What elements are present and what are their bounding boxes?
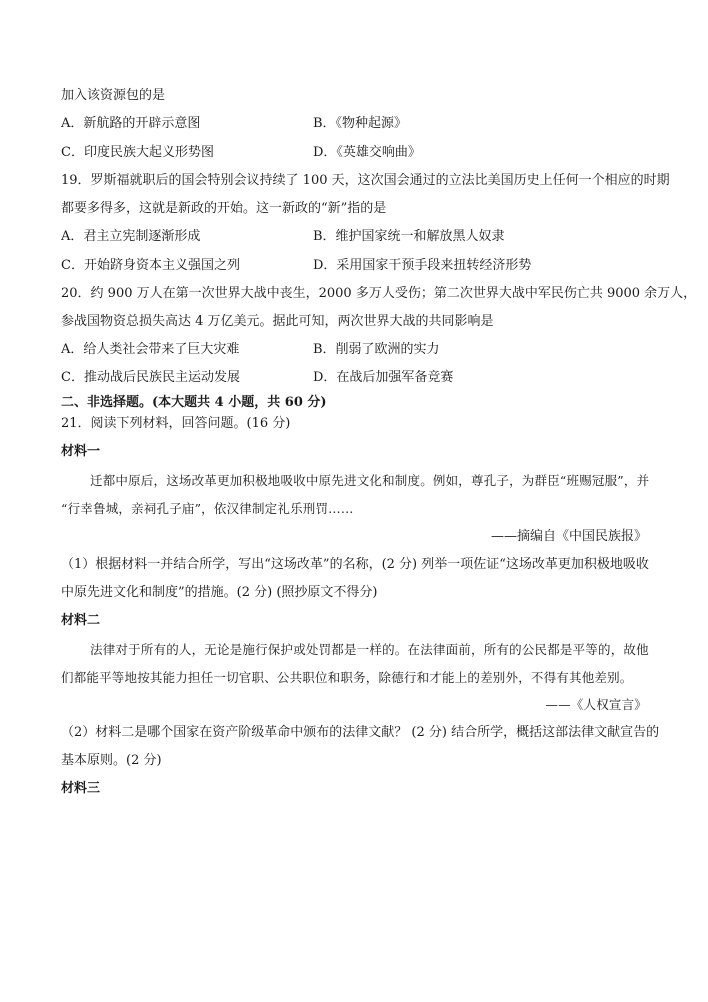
section2-heading: 二、非选择题。(本大题共 4 小题，共 60 分) <box>61 395 327 410</box>
material1-line2: “行幸鲁城，亲祠孔子庙”，依汉律制定礼乐刑罚…… <box>61 501 354 516</box>
q20-stem-line1: 20．约 900 万人在第一次世界大战中丧生，2000 多万人受伤；第二次世界大战中军民伤亡共 9000 余万人， <box>61 286 697 301</box>
material3-title: 材料三 <box>61 781 101 796</box>
q20-stem-line2: 参战国物资总损失高达 4 万亿美元。据此可知，两次世界大战的共同影响是 <box>61 314 494 329</box>
q20-option-d: D．在战后加强军备竞赛 <box>313 370 454 385</box>
q19-option-d: D．采用国家干预手段来扭转经济形势 <box>313 258 532 273</box>
q18-option-a: A．新航路的开辟示意图 <box>61 116 201 131</box>
q21-sub2-line1: （2）材料二是哪个国家在资产阶级革命中颁布的法律文献？ (2 分) 结合所学，概括这部法律文献宣告的 <box>61 725 660 740</box>
intro-line: 加入该资源包的是 <box>61 88 166 103</box>
q19-stem-line1: 19．罗斯福就职后的国会特别会议持续了 100 天，这次国会通过的立法比美国历史上任何一个相应的时期 <box>61 173 670 188</box>
q19-option-c: C．开始跻身资本主义强国之列 <box>61 258 240 273</box>
q19-option-b: B．维护国家统一和解放黑人奴隶 <box>313 229 505 244</box>
q18-option-d: D．《英雄交响曲》 <box>313 145 421 160</box>
q20-option-a: A．给人类社会带来了巨大灾难 <box>61 342 240 357</box>
q19-option-a: A．君主立宪制逐渐形成 <box>61 229 201 244</box>
q19-stem-line2: 都要多得多，这就是新政的开始。这一新政的“新”指的是 <box>61 201 387 216</box>
material2-title: 材料二 <box>61 613 101 628</box>
material2-line1: 法律对于所有的人，无论是施行保护或处罚都是一样的。在法律面前，所有的公民都是平等的，故他 <box>90 642 649 657</box>
q21-sub1-line2: 中原先进文化和制度”的措施。(2 分) (照抄原文不得分) <box>61 585 378 600</box>
q21-sub1-line1: （1）根据材料一并结合所学，写出“这场改革”的名称，(2 分) 列举一项佐证“这场改革更加积极地吸收 <box>61 557 649 572</box>
material1-line1: 迁都中原后，这场改革更加积极地吸收中原先进文化和制度。例如，尊孔子，为群臣“班赐冠服”，并 <box>90 473 650 488</box>
q20-option-c: C．推动战后民族民主运动发展 <box>61 370 240 385</box>
material1-source: ——摘编自《中国民族报》 <box>490 529 647 544</box>
q21-stem: 21．阅读下列材料，回答问题。(16 分) <box>61 416 291 431</box>
material2-source: ——《人权宣言》 <box>545 697 647 712</box>
material1-title: 材料一 <box>61 444 101 459</box>
q20-option-b: B．削弱了欧洲的实力 <box>313 342 440 357</box>
q18-option-b: B．《物种起源》 <box>313 116 408 131</box>
q18-option-c: C．印度民族大起义形势图 <box>61 145 214 160</box>
q21-sub2-line2: 基本原则。(2 分) <box>61 753 162 768</box>
material2-line2: 们都能平等地按其能力担任一切官职、公共职位和职务，除德行和才能上的差别外，不得有其他差别。 <box>61 670 633 685</box>
